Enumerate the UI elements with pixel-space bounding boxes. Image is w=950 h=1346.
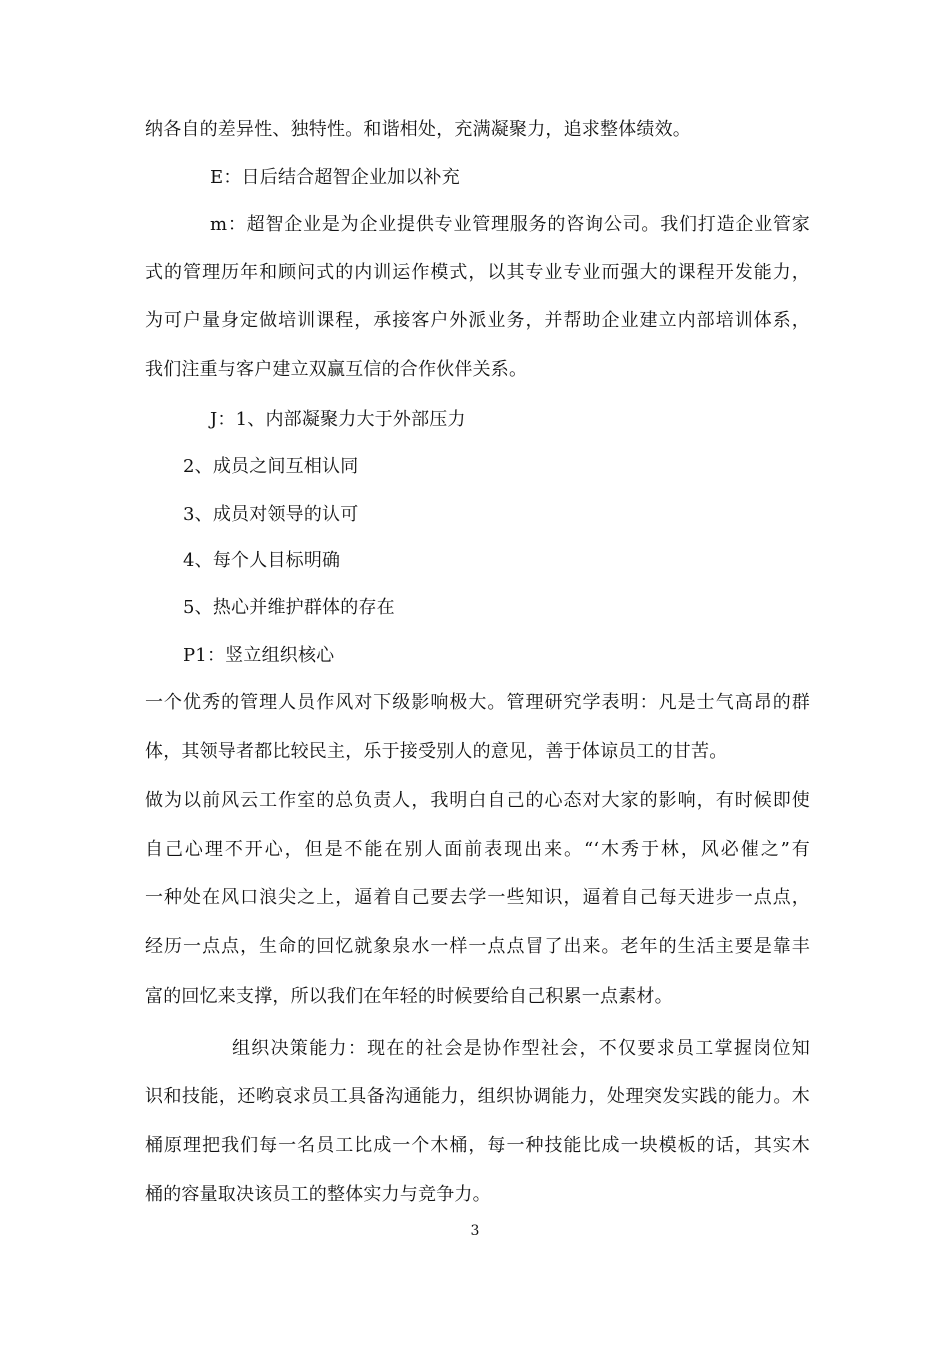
list-item: 3、成员对领导的认可 xyxy=(183,504,359,525)
section-heading: P1：竖立组织核心 xyxy=(183,645,335,666)
paragraph-line: 做为以前风云工作室的总负责人，我明白自己的心态对大家的影响，有时候即使 xyxy=(145,790,810,811)
paragraph-line: 一个优秀的管理人员作风对下级影响极大。管理研究学表明：凡是士气高昂的群 xyxy=(145,692,810,713)
list-item: 5、热心并维护群体的存在 xyxy=(183,597,395,618)
paragraph-line: 为可户量身定做培训课程，承接客户外派业务，并帮助企业建立内部培训体系， xyxy=(145,310,810,331)
paragraph-line: 经历一点点，生命的回忆就象泉水一样一点点冒了出来。老年的生活主要是靠丰 xyxy=(145,936,810,957)
paragraph-line: 我们注重与客户建立双赢互信的合作伙伴关系。 xyxy=(145,359,528,380)
paragraph-line: 纳各自的差异性、独特性。和谐相处，充满凝聚力，追求整体绩效。 xyxy=(145,119,691,140)
list-item: 4、每个人目标明确 xyxy=(183,550,341,571)
list-item: 2、成员之间互相认同 xyxy=(183,456,359,477)
paragraph-line: m：超智企业是为企业提供专业管理服务的咨询公司。我们打造企业管家 xyxy=(210,214,810,235)
paragraph-line: E：日后结合超智企业加以补充 xyxy=(210,167,460,188)
paragraph-line: 桶的容量取决该员工的整体实力与竞争力。 xyxy=(145,1184,491,1205)
paragraph-line: 自己心理不开心，但是不能在别人面前表现出来。“‘木秀于林，风必催之”有 xyxy=(145,839,810,860)
paragraph-line: 一种处在风口浪尖之上，逼着自己要去学一些知识，逼着自己每天进步一点点， xyxy=(145,887,810,908)
list-item: J：1、内部凝聚力大于外部压力 xyxy=(210,409,466,430)
paragraph-line: 体，其领导者都比较民主，乐于接受别人的意见，善于体谅员工的甘苦。 xyxy=(145,741,728,762)
page-number: 3 xyxy=(470,1223,480,1239)
paragraph-line: 桶原理把我们每一名员工比成一个木桶，每一种技能比成一块模板的话，其实木 xyxy=(145,1135,810,1156)
paragraph-line: 式的管理历年和顾问式的内训运作模式，以其专业专业而强大的课程开发能力， xyxy=(145,262,810,283)
paragraph-line: 富的回忆来支撑，所以我们在年轻的时候要给自己积累一点素材。 xyxy=(145,986,673,1007)
paragraph-line: 识和技能，还哟哀求员工具备沟通能力，组织协调能力，处理突发实践的能力。木 xyxy=(145,1086,810,1107)
paragraph-line: 组织决策能力：现在的社会是协作型社会，不仅要求员工掌握岗位知 xyxy=(232,1038,810,1059)
